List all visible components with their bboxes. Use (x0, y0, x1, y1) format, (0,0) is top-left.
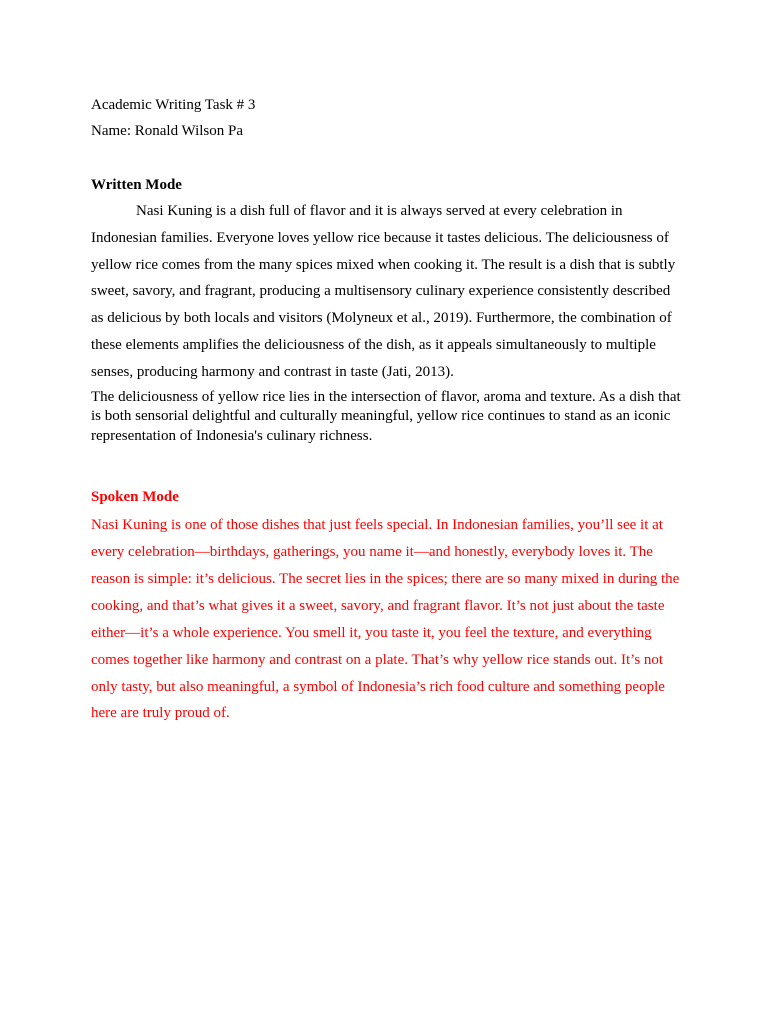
document-body (91, 92, 681, 727)
written-mode-heading: Written Mode (91, 177, 182, 193)
spoken-paragraph: Nasi Kuning is one of those dishes that just feels special. In Indonesian families, you’ll see it at every celebration—birthdays, gatherings, you name it—and honestly, everybody loves it. The reason is simple: it’s delicious. The secret lies in the spices; there are so many mixed in during the cooking, and that’s what gives it a sweet, savory, and fragrant flavor. It’s not just about the taste either—it’s a whole experience. You smell it, you taste it, you feel the texture, and everything comes together like harmony and contrast on a plate. That’s why yellow rice stands out. It’s not only tasty, but also meaningful, a symbol of Indonesia’s rich food culture and something people here are truly proud of. (91, 517, 680, 722)
written-paragraph-2: The deliciousness of yellow rice lies in the intersection of flavor, aroma and texture. As a dish that is both sensorial delightful and culturally meaningful, yellow rice continues to stand as an iconic representation of Indonesia's culinary richness. (91, 388, 681, 444)
author-name-line: Name: Ronald Wilson Pa (91, 123, 244, 139)
written-paragraph-1: Nasi Kuning is a dish full of flavor and it is always served at every celebration in Indonesian families. Everyone loves yellow rice because it tastes delicious. The deliciousness of yellow rice comes from the many spices mixed when cooking it. The result is a dish that is subtly sweet, savory, and fragrant, producing a multisensory culinary experience consistently described as delicious by both locals and visitors (Molyneux et al., 2019). Furthermore, the combination of these elements amplifies the deliciousness of the dish, as it appeals simultaneously to multiple senses, producing harmony and contrast in taste (Jati, 2013). (91, 203, 676, 380)
spoken-mode-heading: Spoken Mode (91, 489, 179, 506)
task-title: Academic Writing Task # 3 (91, 97, 256, 113)
